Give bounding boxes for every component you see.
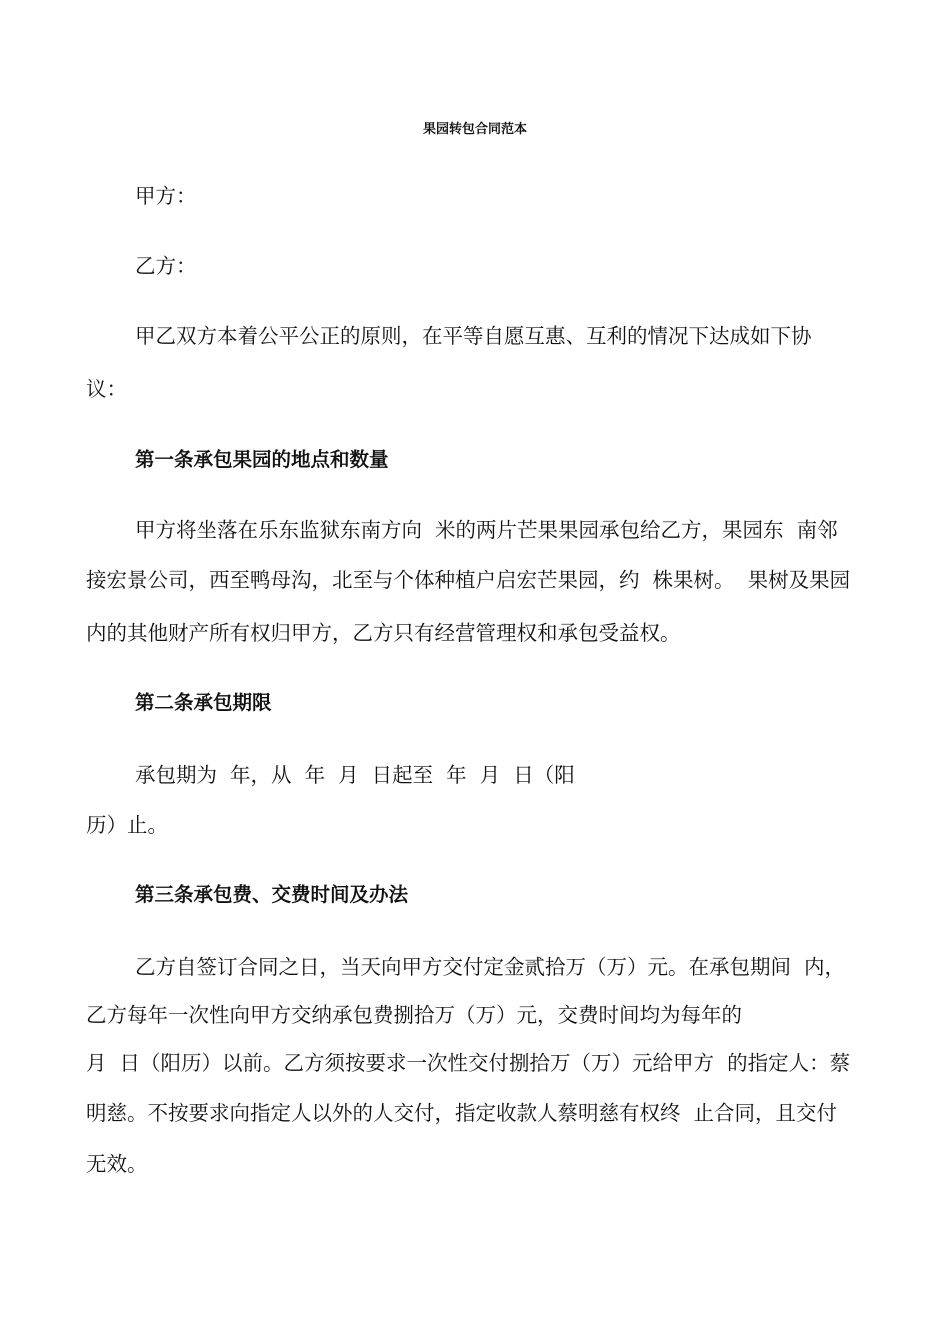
article-1-heading: 第一条承包果园的地点和数量 [135, 448, 389, 471]
preamble-line-1: 甲乙双方本着公平公正的原则，在平等自愿互惠、互利的情况下达成如下协 [135, 324, 812, 348]
article-3-heading: 第三条承包费、交费时间及办法 [135, 883, 409, 906]
article-2-heading: 第二条承包期限 [135, 691, 272, 714]
article-2-line-1: 承包期为 年，从 年 月 日起至 年 月 日（阳 [135, 763, 575, 787]
article-3-line-3: 月 日（阳历）以前。乙方须按要求一次性交付捌拾万（万）元给甲方 的指定人：蔡 [86, 1051, 851, 1075]
document-title: 果园转包合同范本 [422, 122, 527, 137]
article-2-line-2: 历）止。 [86, 813, 168, 837]
article-1-line-1: 甲方将坐落在乐东监狱东南方向 米的两片芒果果园承包给乙方，果园东 南邻 [135, 518, 838, 542]
article-3-line-2: 乙方每年一次性向甲方交纳承包费捌拾万（万）元，交费时间均为每年的 [86, 1003, 742, 1027]
party-a-label: 甲方： [135, 184, 197, 208]
article-3-line-1: 乙方自签订合同之日，当天向甲方交付定金贰拾万（万）元。在承包期间 内， [135, 955, 846, 979]
article-1-line-2: 接宏景公司，西至鸭母沟，北至与个体种植户启宏芒果园，约 株果树。 果树及果园 [86, 568, 851, 592]
article-3-line-5: 无效。 [86, 1152, 148, 1176]
preamble-line-2: 议： [86, 377, 127, 401]
article-3-line-4: 明慈。不按要求向指定人以外的人交付，指定收款人蔡明慈有权终 止合同，且交付 [86, 1101, 838, 1125]
party-b-label: 乙方： [135, 254, 197, 278]
article-1-line-3: 内的其他财产所有权归甲方，乙方只有经营管理权和承包受益权。 [86, 621, 681, 645]
